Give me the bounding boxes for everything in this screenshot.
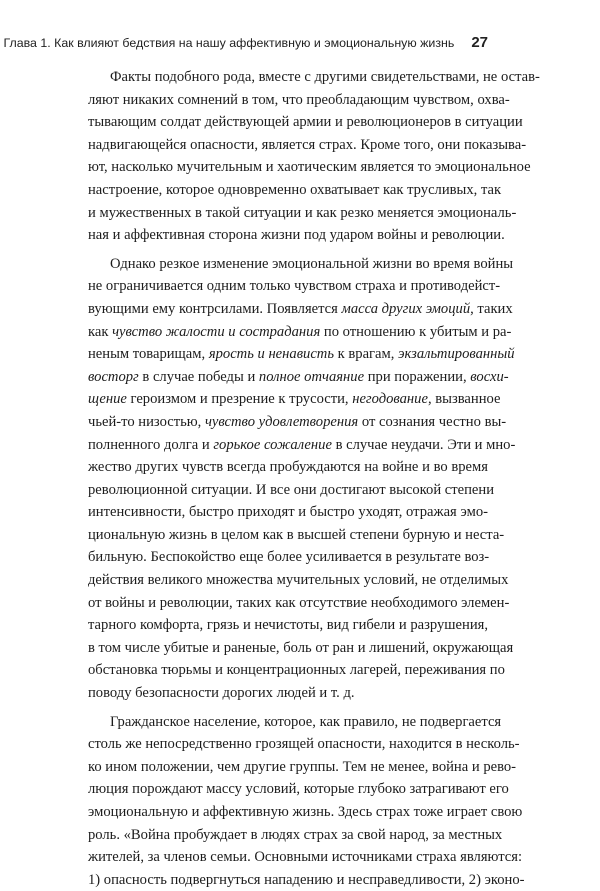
text-line: тывающим солдат действующей армии и революционеров в ситуации bbox=[88, 114, 523, 131]
text-run: бильную. Беспокойство еще более усиливается в результате воз- bbox=[88, 549, 490, 566]
chapter-title: Глава 1. Как влияют бедствия на нашу аффективную и эмоциональную жизнь bbox=[3, 35, 455, 50]
text-line: и мужественных в такой ситуации и как резко меняется эмоциональ- bbox=[88, 204, 517, 221]
text-run: при поражении, bbox=[364, 368, 471, 385]
emphasized-text: щение bbox=[88, 391, 127, 408]
text-line bbox=[88, 253, 514, 276]
text-line bbox=[88, 366, 509, 389]
text-run: как bbox=[88, 323, 113, 340]
text-line bbox=[88, 637, 514, 660]
emphasized-text: экзальтированный bbox=[398, 346, 515, 363]
text-run: , вызванное bbox=[427, 391, 501, 408]
text-line bbox=[88, 411, 507, 434]
page-number: 27 bbox=[471, 34, 488, 51]
text-run: , таких bbox=[470, 300, 513, 317]
text-run: действия великого множества мучительных условий, не отделимых bbox=[88, 572, 509, 589]
text-line: Гражданское население, которое, как правило, не подвергается bbox=[110, 713, 502, 730]
text-line bbox=[88, 546, 488, 569]
text-run: в случае неудачи. Эти и мно- bbox=[331, 436, 516, 453]
text-run: героизмом и презрение к трусости, bbox=[126, 391, 353, 408]
text-line bbox=[88, 275, 501, 298]
text-line bbox=[88, 343, 515, 366]
text-line: столь же непосредственно грозящей опасности, находится в несколь- bbox=[88, 736, 520, 753]
text-line bbox=[88, 456, 488, 479]
text-run: не ограничивается одним только чувством страха и противодейст- bbox=[88, 278, 501, 295]
text-run: жество других чувств всегда пробуждаются на войне и во время bbox=[88, 459, 488, 476]
text-line: роль. «Война пробуждает в людях страх за свой народ, за местных bbox=[88, 826, 503, 843]
paragraph bbox=[88, 711, 525, 891]
running-header bbox=[3, 34, 488, 51]
text-line bbox=[88, 524, 505, 547]
text-line: Факты подобного рода, вместе с другими свидетельствами, не остав- bbox=[110, 69, 540, 85]
text-line bbox=[88, 321, 512, 344]
emphasized-text: ярость и ненависть bbox=[208, 346, 334, 363]
text-line: ная и аффективная сторона жизни под ударом войны и революции. bbox=[88, 227, 505, 244]
text-line bbox=[88, 434, 516, 457]
text-line: настроение, которое одновременно охватывает как трусливых, так bbox=[88, 181, 502, 198]
text-run: полненного долга и bbox=[88, 436, 214, 453]
text-line bbox=[88, 592, 510, 615]
text-run: поводу безопасности дорогих людей и т. д. bbox=[88, 685, 355, 702]
text-run: интенсивности, быстро приходят и быстро уходят, отражая эмо- bbox=[88, 504, 488, 521]
text-run: к врагам, bbox=[334, 346, 399, 363]
text-line: 1) опасность подвергнуться нападению и несправедливости, 2) эконо- bbox=[88, 871, 525, 888]
text-line bbox=[88, 501, 488, 524]
emphasized-text: восторг bbox=[88, 368, 139, 385]
text-run: от сознания честно вы- bbox=[358, 413, 507, 430]
paragraph bbox=[88, 66, 540, 247]
text-line: люция порождают массу условий, которые глубоко затрагивают его bbox=[88, 781, 509, 798]
text-line bbox=[88, 479, 495, 502]
text-line: ляют никаких сомнений в том, что преобладающим чувством, охва- bbox=[88, 91, 510, 108]
emphasized-text: восхи- bbox=[470, 368, 509, 385]
text-line: ют, насколько мучительным и хаотическим является то эмоциональное bbox=[88, 159, 531, 176]
text-line bbox=[88, 614, 488, 637]
text-line bbox=[88, 659, 505, 682]
text-line: жителей, за членов семьи. Основными источниками страха являются: bbox=[88, 849, 523, 866]
text-run: в случае победы и bbox=[138, 368, 259, 385]
text-run: вующими ему контрсилами. Появляется bbox=[88, 300, 342, 317]
emphasized-text: полное отчаяние bbox=[258, 368, 365, 385]
text-run: революционной ситуации. И все они достигают высокой степени bbox=[88, 481, 495, 498]
text-run: от войны и революции, таких как отсутствие необходимого элемен- bbox=[88, 594, 510, 611]
text-line: надвигающейся опасности, является страх. Кроме того, они показыва- bbox=[88, 136, 527, 153]
text-line: эмоциональную и аффективную жизнь. Здесь страх тоже играет свою bbox=[88, 804, 523, 820]
body-text bbox=[88, 66, 540, 891]
text-line: ко ином положении, чем другие группы. Тем не менее, война и рево- bbox=[88, 758, 517, 775]
emphasized-text: масса других эмоций bbox=[341, 300, 471, 317]
text-run: циональную жизнь в целом как в высшей степени бурную и неста- bbox=[88, 526, 505, 543]
text-run: неным товарищам, bbox=[88, 346, 209, 363]
paragraph bbox=[88, 253, 516, 705]
emphasized-text: чувство удовлетворения bbox=[204, 413, 359, 430]
text-run: тарного комфорта, грязь и нечистоты, вид гибели и разрушения, bbox=[88, 617, 488, 634]
text-run: чьей-то низостью, bbox=[88, 413, 205, 430]
text-line bbox=[88, 388, 501, 411]
text-run: обстановка тюрьмы и концентрационных лагерей, переживания по bbox=[88, 662, 505, 679]
emphasized-text: негодование bbox=[352, 391, 428, 408]
text-line bbox=[88, 569, 509, 592]
emphasized-text: горькое сожаление bbox=[213, 436, 332, 453]
text-run: Однако резкое изменение эмоциональной жизни во время войны bbox=[110, 255, 514, 272]
text-run: в том числе убитые и раненые, боль от ран и лишений, окружающая bbox=[88, 639, 514, 656]
text-run: по отношению к убитым и ра- bbox=[320, 323, 512, 340]
emphasized-text: чувство жалости и сострадания bbox=[112, 323, 321, 340]
text-line bbox=[88, 298, 513, 321]
text-line bbox=[88, 682, 488, 705]
